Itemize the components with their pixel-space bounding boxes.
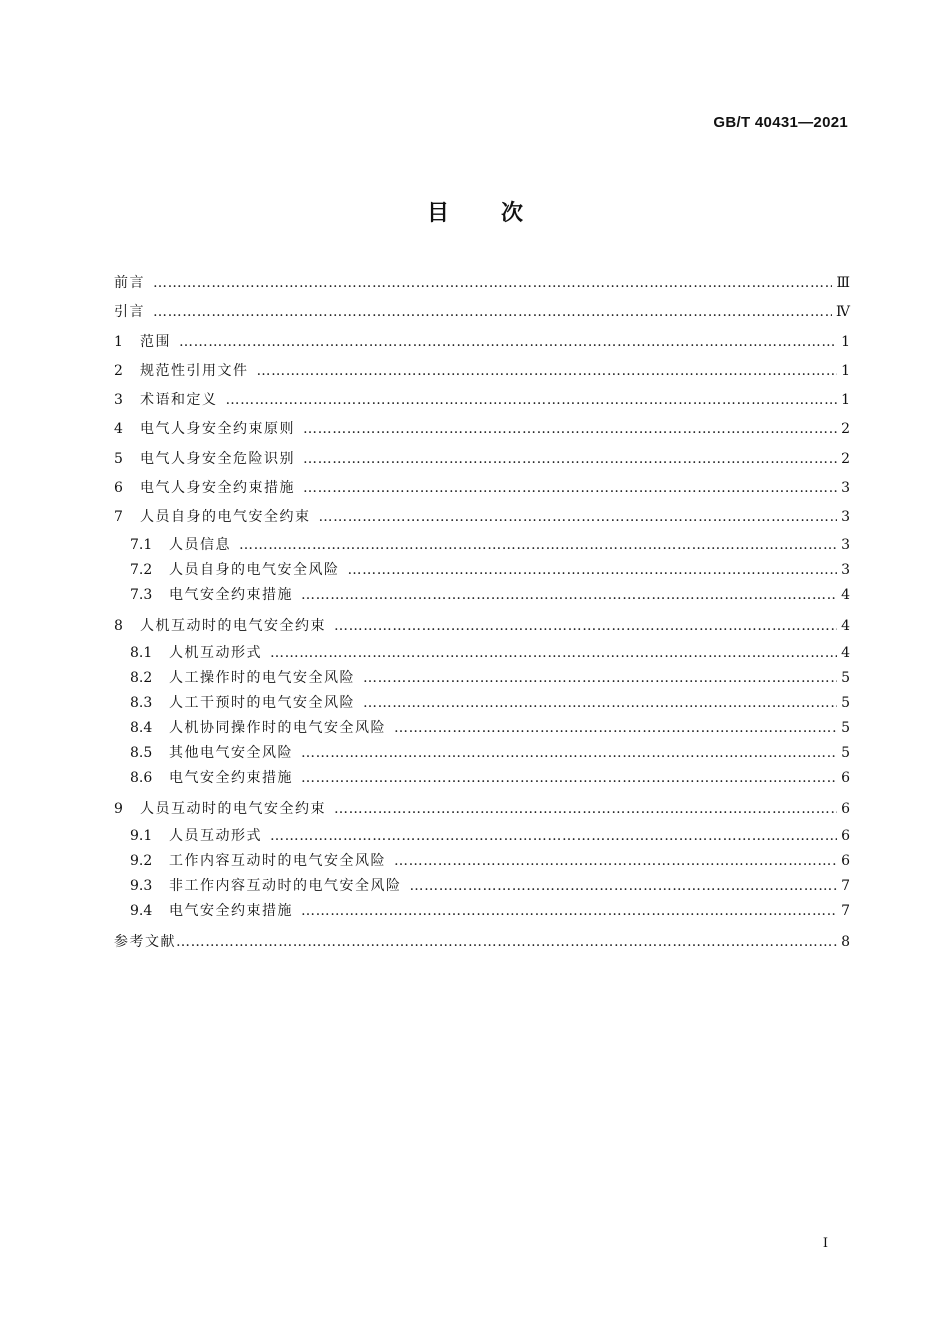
- toc-entry-page: 1: [841, 392, 850, 409]
- toc-entry-page: 6: [841, 800, 850, 817]
- toc-entry-number: 7: [114, 509, 123, 526]
- toc-entry[interactable]: [114, 474, 850, 503]
- toc-dot-leader: [301, 583, 837, 608]
- toc-dot-leader: [301, 766, 837, 791]
- toc-entry-page: 4: [841, 617, 850, 634]
- table-of-contents: [114, 269, 850, 958]
- toc-dot-leader: [301, 899, 837, 924]
- page-title: [0, 196, 950, 227]
- toc-entry[interactable]: [114, 298, 850, 327]
- toc-dot-leader: [410, 874, 838, 899]
- toc-entry-number: 1: [114, 333, 123, 350]
- toc-entry-label: 术语和定义: [140, 392, 218, 409]
- toc-dot-leader: [319, 503, 838, 532]
- toc-entry[interactable]: [114, 328, 850, 357]
- toc-entry-label: 人工干预时的电气安全风险: [169, 694, 355, 711]
- toc-entry-label: 人机协同操作时的电气安全风险: [169, 719, 386, 736]
- toc-dot-leader: [270, 824, 837, 849]
- toc-dot-leader: [179, 328, 837, 357]
- toc-dot-leader: [153, 298, 832, 327]
- toc-entry-label: 人机互动时的电气安全约束: [140, 617, 326, 634]
- toc-entry-page: 5: [841, 719, 850, 736]
- toc-entry[interactable]: [114, 583, 850, 608]
- toc-dot-leader: [226, 386, 838, 415]
- toc-entry-page: 3: [841, 509, 850, 526]
- toc-entry-number: 3: [114, 392, 123, 409]
- toc-entry-number: 8.3: [130, 694, 153, 711]
- toc-dot-leader: [153, 269, 832, 298]
- toc-entry[interactable]: [114, 386, 850, 415]
- toc-entry[interactable]: [114, 357, 850, 386]
- toc-entry-page: 1: [841, 333, 850, 350]
- toc-entry-label: 人员自身的电气安全约束: [140, 509, 311, 526]
- toc-entry[interactable]: [114, 558, 850, 583]
- toc-dot-leader: [394, 716, 837, 741]
- standard-code: GB/T 40431—2021: [713, 114, 848, 131]
- toc-entry-page: 7: [841, 903, 850, 920]
- toc-entry-label: 电气安全约束措施: [169, 769, 293, 786]
- toc-entry-label: 电气人身安全约束措施: [140, 480, 295, 497]
- toc-entry-number: 9.4: [130, 903, 153, 920]
- toc-entry[interactable]: [114, 415, 850, 444]
- toc-entry-number: 7.1: [130, 536, 153, 553]
- toc-entry-page: 3: [841, 561, 850, 578]
- toc-entry-label: 人工操作时的电气安全风险: [169, 669, 355, 686]
- toc-entry-label: 电气安全约束措施: [169, 586, 293, 603]
- toc-entry-number: 8.5: [130, 744, 153, 761]
- toc-dot-leader: [303, 415, 837, 444]
- toc-entry[interactable]: [114, 795, 850, 824]
- title-char-right: 次: [501, 200, 524, 226]
- toc-entry[interactable]: [114, 874, 850, 899]
- toc-entry[interactable]: [114, 533, 850, 558]
- toc-entry-number: 2: [114, 362, 123, 379]
- toc-entry-label: 人员互动形式: [169, 828, 262, 845]
- toc-entry[interactable]: [114, 849, 850, 874]
- toc-dot-leader: [270, 641, 837, 666]
- toc-entry-number: 9.3: [130, 878, 153, 895]
- toc-entry-page: 5: [841, 669, 850, 686]
- toc-entry-number: 8: [114, 617, 123, 634]
- toc-dot-leader: [303, 445, 837, 474]
- toc-entry[interactable]: [114, 641, 850, 666]
- toc-entry[interactable]: [114, 691, 850, 716]
- toc-entry-label: 人员互动时的电气安全约束: [140, 800, 326, 817]
- toc-entry-page: 4: [841, 586, 850, 603]
- toc-entry[interactable]: [114, 766, 850, 791]
- toc-entry-number: 5: [114, 450, 123, 467]
- toc-entry-page: 5: [841, 694, 850, 711]
- toc-dot-leader: [348, 558, 838, 583]
- toc-entry-page: 6: [841, 769, 850, 786]
- toc-entry[interactable]: [114, 928, 850, 957]
- toc-entry-number: 8.1: [130, 644, 153, 661]
- toc-dot-leader: [257, 357, 838, 386]
- toc-entry-number: 8.2: [130, 669, 153, 686]
- toc-entry-label: 规范性引用文件: [140, 362, 249, 379]
- toc-entry-number: 9.1: [130, 828, 153, 845]
- toc-entry-label: 电气人身安全约束原则: [140, 421, 295, 438]
- toc-entry-label: 范围: [140, 333, 171, 350]
- toc-entry-label: 电气安全约束措施: [169, 903, 293, 920]
- toc-entry-label: 人员信息: [169, 536, 231, 553]
- toc-entry-label: 引言: [114, 304, 145, 321]
- title-char-left: 目: [426, 200, 449, 226]
- toc-dot-leader: [334, 612, 837, 641]
- toc-entry-label: 人员自身的电气安全风险: [169, 561, 340, 578]
- toc-dot-leader: [239, 533, 837, 558]
- toc-entry-page: 3: [841, 536, 850, 553]
- toc-dot-leader: [363, 691, 837, 716]
- toc-entry[interactable]: [114, 716, 850, 741]
- toc-entry-number: 8.4: [130, 719, 153, 736]
- toc-entry-page: 6: [841, 828, 850, 845]
- toc-entry-label: 参考文献: [114, 934, 176, 951]
- toc-entry-label: 电气人身安全危险识别: [140, 450, 295, 467]
- toc-dot-leader: [301, 741, 837, 766]
- toc-dot-leader: [176, 928, 837, 957]
- toc-entry-page: 1: [841, 362, 850, 379]
- toc-entry[interactable]: [114, 612, 850, 641]
- toc-entry-page: 4: [841, 644, 850, 661]
- toc-entry[interactable]: [114, 824, 850, 849]
- toc-entry[interactable]: [114, 666, 850, 691]
- toc-entry-page: 3: [841, 480, 850, 497]
- toc-entry-page: 7: [841, 878, 850, 895]
- toc-entry-page: Ⅲ: [836, 275, 850, 291]
- toc-entry-label: 人机互动形式: [169, 644, 262, 661]
- toc-entry-number: 9.2: [130, 853, 153, 870]
- toc-dot-leader: [394, 849, 837, 874]
- toc-entry-label: 非工作内容互动时的电气安全风险: [169, 878, 402, 895]
- toc-entry-label: 前言: [114, 275, 145, 291]
- toc-entry-number: 7.3: [130, 586, 153, 603]
- toc-entry-number: 7.2: [130, 561, 153, 578]
- toc-entry[interactable]: [114, 269, 850, 298]
- toc-entry[interactable]: [114, 741, 850, 766]
- toc-entry-label: 其他电气安全风险: [169, 744, 293, 761]
- toc-entry-number: 4: [114, 421, 123, 438]
- toc-entry-page: 2: [841, 421, 850, 438]
- toc-entry[interactable]: [114, 503, 850, 532]
- toc-entry-number: 9: [114, 800, 123, 817]
- toc-entry-page: 5: [841, 744, 850, 761]
- toc-dot-leader: [334, 795, 837, 824]
- toc-entry[interactable]: [114, 445, 850, 474]
- toc-entry[interactable]: [114, 899, 850, 924]
- toc-entry-page: 2: [841, 450, 850, 467]
- toc-dot-leader: [363, 666, 837, 691]
- toc-entry-number: 6: [114, 480, 123, 497]
- toc-dot-leader: [303, 474, 837, 503]
- toc-entry-number: 8.6: [130, 769, 153, 786]
- toc-entry-page: Ⅳ: [836, 304, 850, 321]
- toc-entry-page: 6: [841, 853, 850, 870]
- toc-entry-label: 工作内容互动时的电气安全风险: [169, 853, 386, 870]
- page-number: Ⅰ: [822, 1236, 828, 1251]
- toc-entry-page: 8: [841, 934, 850, 951]
